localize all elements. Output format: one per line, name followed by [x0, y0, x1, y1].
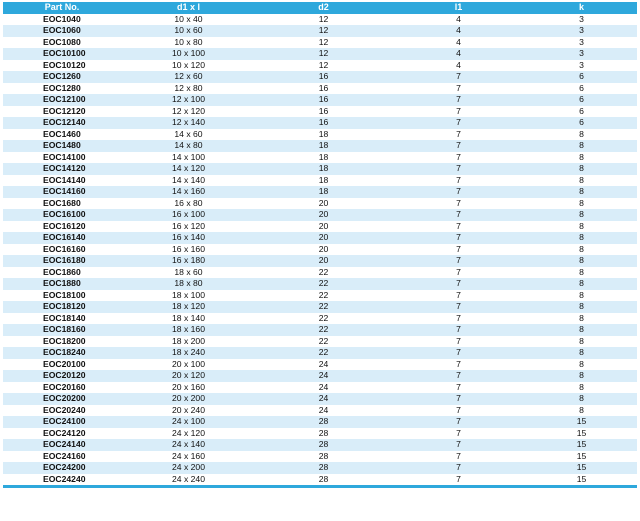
d1-x-l-cell: 10 x 100	[121, 48, 256, 60]
table-row	[3, 209, 637, 221]
l1-cell: 7	[391, 129, 526, 141]
d2-cell: 22	[256, 324, 391, 336]
table-row	[3, 94, 637, 106]
d2-cell: 22	[256, 347, 391, 359]
table-row	[3, 439, 637, 451]
l1-cell: 7	[391, 336, 526, 348]
k-cell: 8	[526, 163, 637, 175]
k-cell: 8	[526, 244, 637, 256]
part-number-cell: EOC10100	[3, 48, 121, 60]
l1-cell: 7	[391, 439, 526, 451]
k-cell: 8	[526, 359, 637, 371]
k-cell: 8	[526, 313, 637, 325]
d1-x-l-cell: 18 x 200	[121, 336, 256, 348]
table-row	[3, 267, 637, 279]
k-cell: 8	[526, 209, 637, 221]
d2-cell: 24	[256, 359, 391, 371]
d1-x-l-cell: 16 x 100	[121, 209, 256, 221]
l1-cell: 7	[391, 244, 526, 256]
d2-cell: 24	[256, 382, 391, 394]
l1-cell: 7	[391, 324, 526, 336]
part-number-cell: EOC24200	[3, 462, 121, 474]
part-number-cell: EOC1040	[3, 14, 121, 26]
l1-cell: 4	[391, 60, 526, 72]
table-row	[3, 347, 637, 359]
k-cell: 8	[526, 278, 637, 290]
l1-cell: 7	[391, 140, 526, 152]
table-row	[3, 290, 637, 302]
part-number-cell: EOC24240	[3, 474, 121, 486]
table-row	[3, 451, 637, 463]
d2-cell: 18	[256, 186, 391, 198]
part-number-cell: EOC1880	[3, 278, 121, 290]
k-cell: 15	[526, 416, 637, 428]
d1-x-l-cell: 18 x 140	[121, 313, 256, 325]
d1-x-l-cell: 16 x 160	[121, 244, 256, 256]
l1-cell: 7	[391, 106, 526, 118]
k-cell: 3	[526, 48, 637, 60]
d1-x-l-cell: 18 x 80	[121, 278, 256, 290]
l1-cell: 7	[391, 359, 526, 371]
table-row	[3, 301, 637, 313]
part-number-cell: EOC1080	[3, 37, 121, 49]
part-number-cell: EOC18120	[3, 301, 121, 313]
d1-x-l-cell: 14 x 160	[121, 186, 256, 198]
part-number-cell: EOC1260	[3, 71, 121, 83]
part-number-cell: EOC14120	[3, 163, 121, 175]
k-cell: 6	[526, 106, 637, 118]
d1-x-l-cell: 12 x 140	[121, 117, 256, 129]
table-row	[3, 60, 637, 72]
d1-x-l-cell: 10 x 80	[121, 37, 256, 49]
table-row	[3, 359, 637, 371]
d2-cell: 28	[256, 428, 391, 440]
d1-x-l-cell: 14 x 80	[121, 140, 256, 152]
part-number-cell: EOC24140	[3, 439, 121, 451]
k-cell: 8	[526, 336, 637, 348]
part-number-cell: EOC24120	[3, 428, 121, 440]
d1-x-l-cell: 10 x 40	[121, 14, 256, 26]
k-cell: 8	[526, 186, 637, 198]
part-number-cell: EOC20100	[3, 359, 121, 371]
table-row	[3, 198, 637, 210]
d1-x-l-cell: 16 x 120	[121, 221, 256, 233]
d1-x-l-cell: 24 x 140	[121, 439, 256, 451]
d2-cell: 22	[256, 278, 391, 290]
l1-cell: 7	[391, 209, 526, 221]
d1-x-l-cell: 16 x 140	[121, 232, 256, 244]
d2-cell: 20	[256, 232, 391, 244]
k-cell: 6	[526, 71, 637, 83]
part-number-cell: EOC1280	[3, 83, 121, 95]
part-number-cell: EOC18100	[3, 290, 121, 302]
l1-cell: 7	[391, 94, 526, 106]
table-row	[3, 129, 637, 141]
k-cell: 8	[526, 221, 637, 233]
d1-x-l-cell: 24 x 120	[121, 428, 256, 440]
d2-cell: 22	[256, 301, 391, 313]
k-cell: 3	[526, 60, 637, 72]
k-cell: 15	[526, 451, 637, 463]
k-cell: 8	[526, 324, 637, 336]
part-number-cell: EOC24100	[3, 416, 121, 428]
part-number-cell: EOC10120	[3, 60, 121, 72]
d1-x-l-cell: 16 x 180	[121, 255, 256, 267]
k-cell: 8	[526, 405, 637, 417]
d1-x-l-cell: 24 x 240	[121, 474, 256, 486]
part-number-cell: EOC20160	[3, 382, 121, 394]
d1-x-l-cell: 16 x 80	[121, 198, 256, 210]
l1-cell: 7	[391, 221, 526, 233]
d2-cell: 18	[256, 175, 391, 187]
d2-cell: 16	[256, 83, 391, 95]
part-number-cell: EOC24160	[3, 451, 121, 463]
d1-x-l-cell: 14 x 60	[121, 129, 256, 141]
l1-cell: 7	[391, 451, 526, 463]
d1-x-l-cell: 24 x 100	[121, 416, 256, 428]
k-cell: 8	[526, 382, 637, 394]
k-cell: 8	[526, 152, 637, 164]
l1-cell: 7	[391, 313, 526, 325]
l1-cell: 7	[391, 462, 526, 474]
d2-cell: 24	[256, 370, 391, 382]
k-cell: 15	[526, 428, 637, 440]
part-number-cell: EOC12100	[3, 94, 121, 106]
k-cell: 6	[526, 94, 637, 106]
part-number-cell: EOC20120	[3, 370, 121, 382]
d2-cell: 28	[256, 439, 391, 451]
table-row	[3, 255, 637, 267]
bottom-rule	[3, 485, 637, 488]
table-row	[3, 382, 637, 394]
l1-cell: 7	[391, 416, 526, 428]
table-row	[3, 186, 637, 198]
table-row	[3, 117, 637, 129]
table-row	[3, 462, 637, 474]
d2-cell: 12	[256, 14, 391, 26]
d2-cell: 16	[256, 117, 391, 129]
d1-x-l-cell: 14 x 140	[121, 175, 256, 187]
k-cell: 6	[526, 83, 637, 95]
part-spec-table	[3, 2, 637, 485]
d1-x-l-cell: 10 x 60	[121, 25, 256, 37]
table-row	[3, 405, 637, 417]
d2-cell: 28	[256, 416, 391, 428]
table-row	[3, 25, 637, 37]
d2-cell: 20	[256, 198, 391, 210]
table-row	[3, 175, 637, 187]
part-number-cell: EOC18140	[3, 313, 121, 325]
d2-cell: 28	[256, 462, 391, 474]
table-row	[3, 244, 637, 256]
d2-cell: 22	[256, 336, 391, 348]
d2-cell: 12	[256, 37, 391, 49]
table-row	[3, 324, 637, 336]
l1-cell: 7	[391, 71, 526, 83]
d2-cell: 20	[256, 244, 391, 256]
d2-cell: 16	[256, 94, 391, 106]
d2-cell: 22	[256, 290, 391, 302]
d2-cell: 28	[256, 474, 391, 486]
d1-x-l-cell: 20 x 120	[121, 370, 256, 382]
table-row	[3, 83, 637, 95]
d2-cell: 22	[256, 313, 391, 325]
d2-cell: 28	[256, 451, 391, 463]
part-number-cell: EOC20200	[3, 393, 121, 405]
l1-cell: 7	[391, 198, 526, 210]
part-number-cell: EOC16100	[3, 209, 121, 221]
k-cell: 8	[526, 175, 637, 187]
table-row	[3, 474, 637, 486]
d1-x-l-cell: 14 x 120	[121, 163, 256, 175]
table-row	[3, 221, 637, 233]
table-row	[3, 370, 637, 382]
table-row	[3, 336, 637, 348]
k-cell: 15	[526, 439, 637, 451]
table-row	[3, 106, 637, 118]
part-number-cell: EOC14100	[3, 152, 121, 164]
d2-cell: 18	[256, 140, 391, 152]
l1-cell: 7	[391, 186, 526, 198]
part-number-cell: EOC18160	[3, 324, 121, 336]
l1-cell: 7	[391, 370, 526, 382]
k-cell: 15	[526, 474, 637, 486]
d2-cell: 18	[256, 152, 391, 164]
l1-cell: 7	[391, 347, 526, 359]
d1-x-l-cell: 24 x 200	[121, 462, 256, 474]
d1-x-l-cell: 12 x 80	[121, 83, 256, 95]
d1-x-l-cell: 20 x 160	[121, 382, 256, 394]
d2-cell: 12	[256, 60, 391, 72]
d1-x-l-cell: 20 x 200	[121, 393, 256, 405]
k-cell: 8	[526, 232, 637, 244]
table-row	[3, 37, 637, 49]
k-cell: 15	[526, 462, 637, 474]
table-row	[3, 48, 637, 60]
l1-cell: 7	[391, 117, 526, 129]
table-row	[3, 14, 637, 26]
part-number-cell: EOC1680	[3, 198, 121, 210]
part-number-cell: EOC14140	[3, 175, 121, 187]
d1-x-l-cell: 18 x 160	[121, 324, 256, 336]
part-number-cell: EOC1480	[3, 140, 121, 152]
d2-cell: 16	[256, 106, 391, 118]
l1-cell: 7	[391, 474, 526, 486]
d2-cell: 22	[256, 267, 391, 279]
part-number-cell: EOC16140	[3, 232, 121, 244]
k-cell: 8	[526, 301, 637, 313]
k-cell: 8	[526, 393, 637, 405]
l1-cell: 7	[391, 290, 526, 302]
table-row	[3, 232, 637, 244]
d2-cell: 20	[256, 209, 391, 221]
l1-cell: 7	[391, 152, 526, 164]
k-cell: 8	[526, 370, 637, 382]
table-row	[3, 163, 637, 175]
d1-x-l-cell: 18 x 100	[121, 290, 256, 302]
part-number-cell: EOC20240	[3, 405, 121, 417]
table-row	[3, 278, 637, 290]
l1-cell: 7	[391, 175, 526, 187]
k-cell: 3	[526, 14, 637, 26]
part-number-cell: EOC12140	[3, 117, 121, 129]
k-cell: 8	[526, 140, 637, 152]
table-row	[3, 152, 637, 164]
table-row	[3, 71, 637, 83]
d1-x-l-cell: 14 x 100	[121, 152, 256, 164]
d2-cell: 12	[256, 48, 391, 60]
k-cell: 6	[526, 117, 637, 129]
d2-cell: 24	[256, 405, 391, 417]
l1-cell: 4	[391, 14, 526, 26]
l1-cell: 4	[391, 37, 526, 49]
l1-cell: 7	[391, 232, 526, 244]
l1-cell: 7	[391, 405, 526, 417]
d1-x-l-cell: 12 x 60	[121, 71, 256, 83]
l1-cell: 4	[391, 25, 526, 37]
header-d2: d2	[256, 2, 391, 14]
table-row	[3, 393, 637, 405]
d2-cell: 18	[256, 129, 391, 141]
k-cell: 3	[526, 37, 637, 49]
d1-x-l-cell: 12 x 120	[121, 106, 256, 118]
l1-cell: 7	[391, 163, 526, 175]
part-number-cell: EOC16160	[3, 244, 121, 256]
part-number-cell: EOC12120	[3, 106, 121, 118]
table-row	[3, 416, 637, 428]
k-cell: 3	[526, 25, 637, 37]
d1-x-l-cell: 12 x 100	[121, 94, 256, 106]
d2-cell: 16	[256, 71, 391, 83]
part-number-cell: EOC1460	[3, 129, 121, 141]
part-number-cell: EOC18200	[3, 336, 121, 348]
header-k: k	[526, 2, 637, 14]
d2-cell: 12	[256, 25, 391, 37]
k-cell: 8	[526, 198, 637, 210]
part-number-cell: EOC1060	[3, 25, 121, 37]
part-number-cell: EOC16120	[3, 221, 121, 233]
k-cell: 8	[526, 347, 637, 359]
header-part-no: Part No.	[3, 2, 121, 14]
l1-cell: 7	[391, 301, 526, 313]
k-cell: 8	[526, 255, 637, 267]
l1-cell: 7	[391, 255, 526, 267]
d1-x-l-cell: 20 x 240	[121, 405, 256, 417]
d2-cell: 20	[256, 221, 391, 233]
d1-x-l-cell: 18 x 240	[121, 347, 256, 359]
l1-cell: 7	[391, 267, 526, 279]
l1-cell: 7	[391, 278, 526, 290]
table-row	[3, 313, 637, 325]
d1-x-l-cell: 10 x 120	[121, 60, 256, 72]
d2-cell: 24	[256, 393, 391, 405]
l1-cell: 7	[391, 428, 526, 440]
d1-x-l-cell: 24 x 160	[121, 451, 256, 463]
d1-x-l-cell: 18 x 60	[121, 267, 256, 279]
table-row	[3, 140, 637, 152]
table-row	[3, 428, 637, 440]
d2-cell: 20	[256, 255, 391, 267]
part-number-cell: EOC1860	[3, 267, 121, 279]
l1-cell: 7	[391, 83, 526, 95]
l1-cell: 7	[391, 382, 526, 394]
k-cell: 8	[526, 290, 637, 302]
table-header-row	[3, 2, 637, 14]
d1-x-l-cell: 20 x 100	[121, 359, 256, 371]
k-cell: 8	[526, 129, 637, 141]
part-number-cell: EOC18240	[3, 347, 121, 359]
header-l1: l1	[391, 2, 526, 14]
d2-cell: 18	[256, 163, 391, 175]
header-d1-x-l: d1 x l	[121, 2, 256, 14]
l1-cell: 7	[391, 393, 526, 405]
part-number-cell: EOC16180	[3, 255, 121, 267]
d1-x-l-cell: 18 x 120	[121, 301, 256, 313]
table-body	[3, 14, 637, 486]
k-cell: 8	[526, 267, 637, 279]
l1-cell: 4	[391, 48, 526, 60]
part-number-cell: EOC14160	[3, 186, 121, 198]
